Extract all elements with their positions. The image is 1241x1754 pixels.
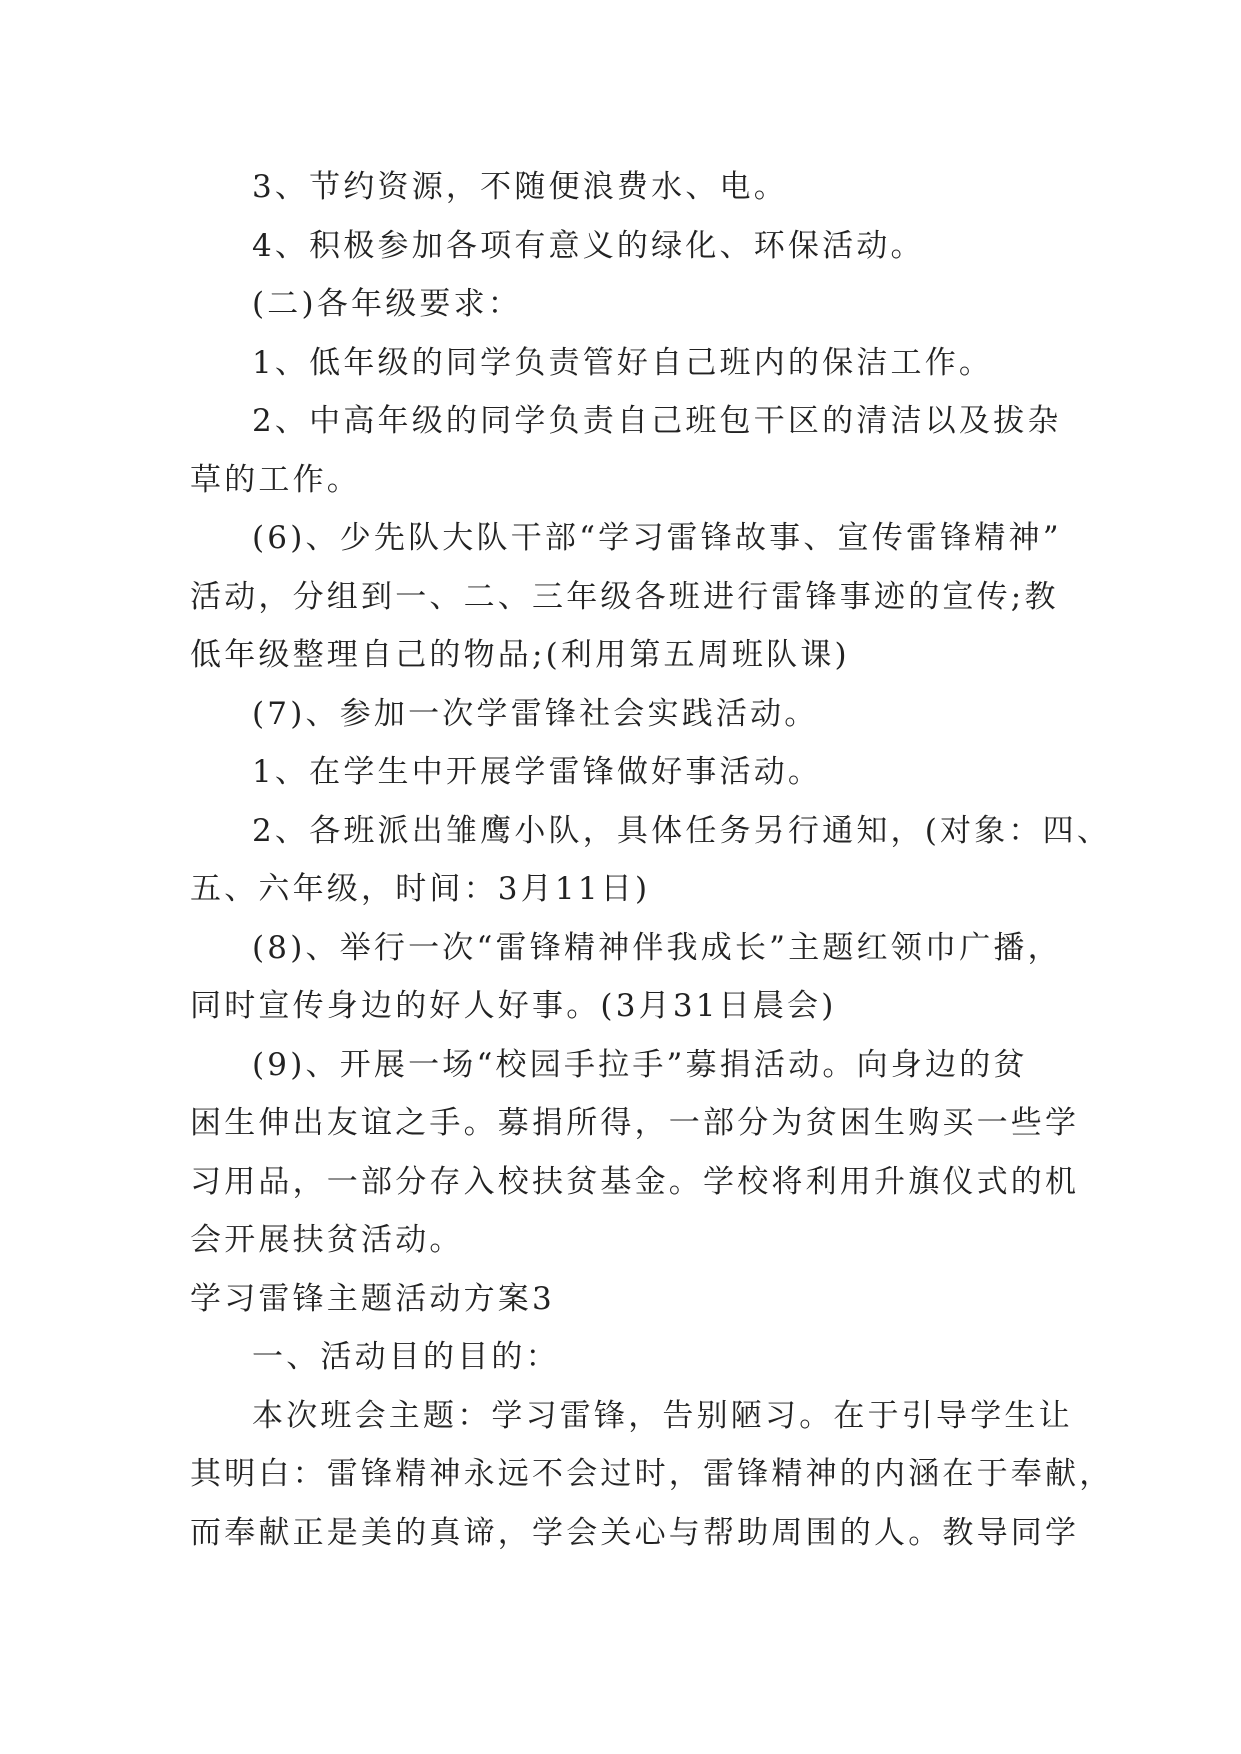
section-heading: 学习雷锋主题活动方案3 xyxy=(190,1280,555,1317)
text-line: 而奉献正是美的真谛，学会关心与帮助周围的人。教导同学 xyxy=(190,1514,1080,1551)
text-line: (7)、参加一次学雷锋社会实践活动。 xyxy=(252,695,819,732)
text-line: 同时宣传身边的好人好事。(3月31日晨会) xyxy=(190,988,837,1024)
text-line: 4、积极参加各项有意义的绿化、环保活动。 xyxy=(252,227,925,264)
text-line: 会开展扶贫活动。 xyxy=(190,1222,464,1258)
text-line: 活动，分组到一、二、三年级各班进行雷锋事迹的宣传;教 xyxy=(190,578,1059,615)
text-line: 3、节约资源，不随便浪费水、电。 xyxy=(252,169,788,205)
text-line: 1、在学生中开展学雷锋做好事活动。 xyxy=(252,754,823,790)
text-line: 其明白：雷锋精神永远不会过时，雷锋精神的内涵在于奉献， xyxy=(190,1456,1114,1492)
text-line: (二)各年级要求： xyxy=(252,286,522,322)
text-line: 低年级整理自己的物品;(利用第五周班队课) xyxy=(190,637,850,673)
text-line: 1、低年级的同学负责管好自己班内的保洁工作。 xyxy=(252,344,994,381)
text-line: (6)、少先队大队干部“学习雷锋故事、宣传雷锋精神” xyxy=(252,520,1062,556)
text-line: 五、六年级，时间：3月11日) xyxy=(190,871,651,907)
text-line: 一、活动目的目的： xyxy=(252,1339,560,1375)
text-line: 2、中高年级的同学负责自己班包干区的清洁以及拔杂 xyxy=(252,403,1062,439)
text-line: (9)、开展一场“校园手拉手”募捐活动。向身边的贫 xyxy=(252,1046,1028,1083)
text-line: 本次班会主题：学习雷锋，告别陋习。在于引导学生让 xyxy=(252,1397,1073,1434)
text-line: 困生伸出友谊之手。募捐所得，一部分为贫困生购买一些学 xyxy=(190,1105,1080,1141)
document-body xyxy=(190,158,1114,1562)
text-line: 草的工作。 xyxy=(190,461,361,498)
text-line: 习用品，一部分存入校扶贫基金。学校将利用升旗仪式的机 xyxy=(190,1163,1080,1200)
text-line: 2、各班派出雏鹰小队，具体任务另行通知，(对象：四、 xyxy=(252,812,1112,849)
text-line: (8)、举行一次“雷锋精神伴我成长”主题红领巾广播， xyxy=(252,929,1062,966)
